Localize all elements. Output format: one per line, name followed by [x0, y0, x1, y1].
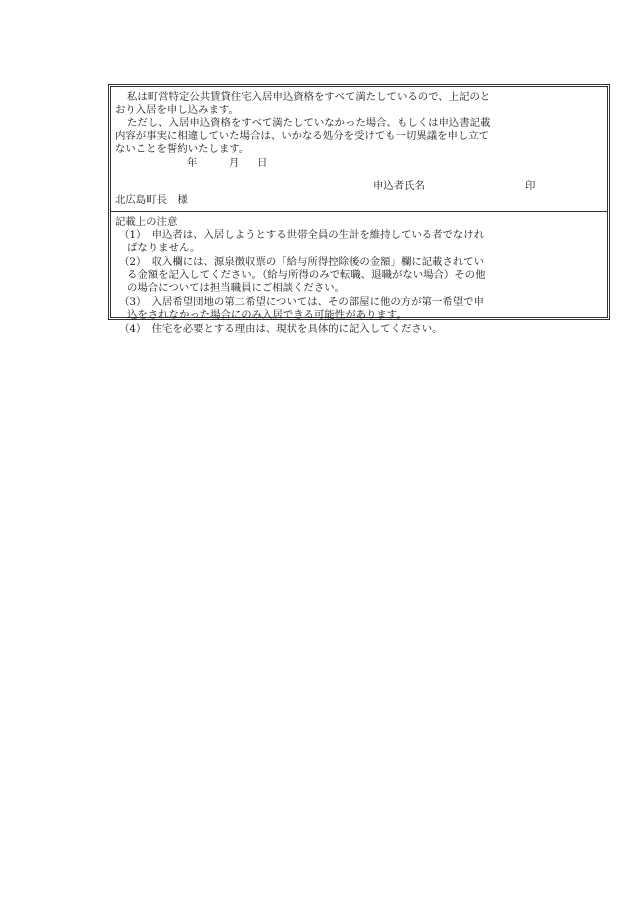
note-item-4: （4） 住宅を必要とする理由は、現状を具体的に記入してください。	[119, 323, 443, 335]
note-item-3: （3） 入居希望団地の第二希望については、その部屋に他の方が第一希望で申	[119, 296, 484, 308]
application-form-box	[108, 84, 610, 335]
date-month-label: 月	[229, 157, 240, 169]
applicant-name-label: 申込者氏名	[373, 180, 425, 192]
declaration-text-line: 内容が事実に相違していた場合は、いかなる処分を受けても一切異議を申し立て	[115, 130, 490, 142]
note-item-3-continued: 込をされなかった場合にのみ入居できる可能性があります。	[127, 309, 407, 321]
notes-section	[111, 212, 607, 335]
declaration-text-line: 私は町営特定公共賃貸住宅入居申込資格をすべて満たしているので、上記のと	[127, 91, 491, 103]
note-item-2-continued: る金額を記入してください。（給与所得のみで転職、退職がない場合）その他	[127, 269, 486, 281]
date-day-label: 日	[257, 157, 268, 169]
note-item-1-continued: ばなりません。	[127, 242, 201, 254]
note-item-2-continued: の場合については担当職員にご相談ください。	[127, 282, 345, 294]
note-item-1: （1） 申込者は、入居しようとする世帯全員の生計を維持している者でなけれ	[119, 229, 485, 241]
notes-heading: 記載上の注意	[115, 216, 178, 228]
seal-mark-label: 印	[525, 180, 536, 192]
declaration-text-line: ないことを誓約いたします。	[115, 143, 250, 155]
declaration-section	[111, 87, 607, 212]
declaration-text-line: ただし、入居申込資格をすべて満たしていなかった場合、もしくは申込書記載	[127, 117, 491, 129]
note-item-2: （2） 収入欄には、源泉徴収票の「給与所得控除後の金額」欄に記載されてい	[119, 256, 485, 268]
declaration-text-line: おり入居を申し込みます。	[115, 104, 239, 116]
addressee-label: 北広島町長 様	[115, 194, 188, 206]
date-year-label: 年	[187, 157, 198, 169]
